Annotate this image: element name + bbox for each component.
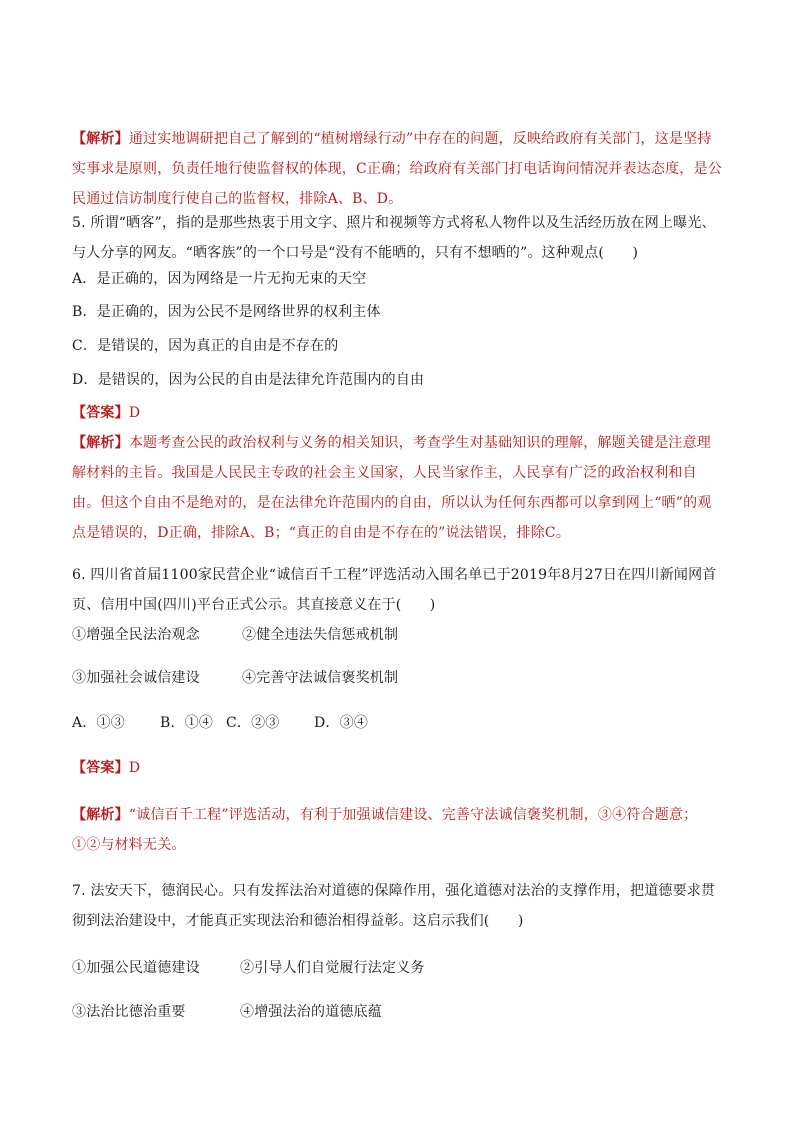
q6-choice-a: A．①③ — [72, 715, 125, 731]
q6-choice-d: D．③④ — [314, 715, 369, 731]
question-7-stem: 7. 法安天下，德润民心。只有发挥法治对道德的保障作用，强化道德对法治的支撑作用，把道德要求贯彻到法治建设中，才能真正实现法治和德治相得益彰。这启示我们( ) — [72, 883, 716, 929]
q6-items-row-1 — [72, 620, 724, 650]
answer-tag: 【答案】 — [72, 405, 129, 421]
analysis-text: 本题考查公民的政治权利与义务的相关知识，考查学生对基础知识的理解，解题关键是注意理解材料的主旨。我国是人民民主专政的社会主义国家，人民当家作主，人民享有广泛的政治权利和自由。但这个自由不是绝对的，是在法律允许范围内的自由，所以认为任何东西都可以拿到网上“晒”的观点是错误的，D正确，排除A、B；“真正的自由是不存在的”说法错误，排除C。 — [72, 435, 712, 541]
analysis-tag: 【解析】 — [72, 131, 129, 147]
q6-item-4: ④完善守法诚信褒奖机制 — [242, 670, 399, 686]
q7-item-2: ②引导人们自觉履行法定义务 — [240, 960, 425, 976]
q4-analysis — [72, 124, 724, 214]
answer-value: D — [128, 405, 141, 421]
q6-items-row-2 — [72, 663, 724, 693]
answer-tag: 【答案】 — [72, 760, 129, 776]
q6-answer — [72, 753, 724, 783]
question-6-stem: 6. 四川省首届1100家民营企业“诚信百千工程”评选活动入围名单已于2019年8月27日在四川新闻网首页、信用中国(四川)平台正式公示。其直接意义在于( ) — [72, 567, 717, 613]
q6-item-2: ②健全违法失信惩戒机制 — [242, 627, 399, 643]
q6-item-1: ①增强全民法治观念 — [72, 627, 200, 643]
q6-choice-c: C．②③ — [226, 715, 280, 731]
question-5-stem: 5. 所谓“晒客”，指的是那些热衷于用文字、照片和视频等方式将私人物件以及生活经历放在网上曝光、与人分享的网友。“晒客族”的一个口号是“没有不能晒的，只有不想晒的”。这种观点( ) — [72, 215, 716, 261]
analysis-text: “诚信百千工程”评选活动，有利于加强诚信建设、完善守法诚信褒奖机制，③④符合题意；①②与材料无关。 — [72, 807, 698, 853]
q5-answer — [72, 398, 724, 428]
q7-item-4: ④增强法治的道德底蕴 — [240, 1004, 382, 1020]
q6-choice-b: B．①④ — [160, 715, 214, 731]
q6-item-3: ③加强社会诚信建设 — [72, 670, 200, 686]
analysis-text: 通过实地调研把自己了解到的“植树增绿行动”中存在的问题，反映给政府有关部门，这是坚持实事求是原则，负责任地行使监督权的体现，C正确；给政府有关部门打电话询问情况并表达态度，是公民通过信访制度行使自己的监督权，排除A、B、D。 — [72, 131, 722, 207]
q5-option-a: A．是正确的，因为网络是一片无拘无束的天空 — [72, 271, 367, 287]
q5-option-c: C．是错误的，因为真正的自由是不存在的 — [72, 338, 339, 354]
analysis-tag: 【解析】 — [72, 435, 129, 451]
q7-items-row-2 — [72, 997, 724, 1027]
q7-items-row-1 — [72, 953, 724, 983]
q7-item-1: ①加强公民道德建设 — [72, 960, 200, 976]
q5-analysis — [72, 428, 724, 548]
q7-item-3: ③法治比德治重要 — [72, 1004, 186, 1020]
q6-analysis — [72, 800, 724, 860]
q5-option-b: B．是正确的，因为公民不是网络世界的权利主体 — [72, 304, 381, 320]
answer-value: D — [128, 760, 141, 776]
q6-choices — [72, 708, 724, 738]
analysis-tag: 【解析】 — [72, 807, 129, 823]
q5-option-d: D．是错误的，因为公民的自由是法律允许范围内的自由 — [72, 372, 425, 388]
